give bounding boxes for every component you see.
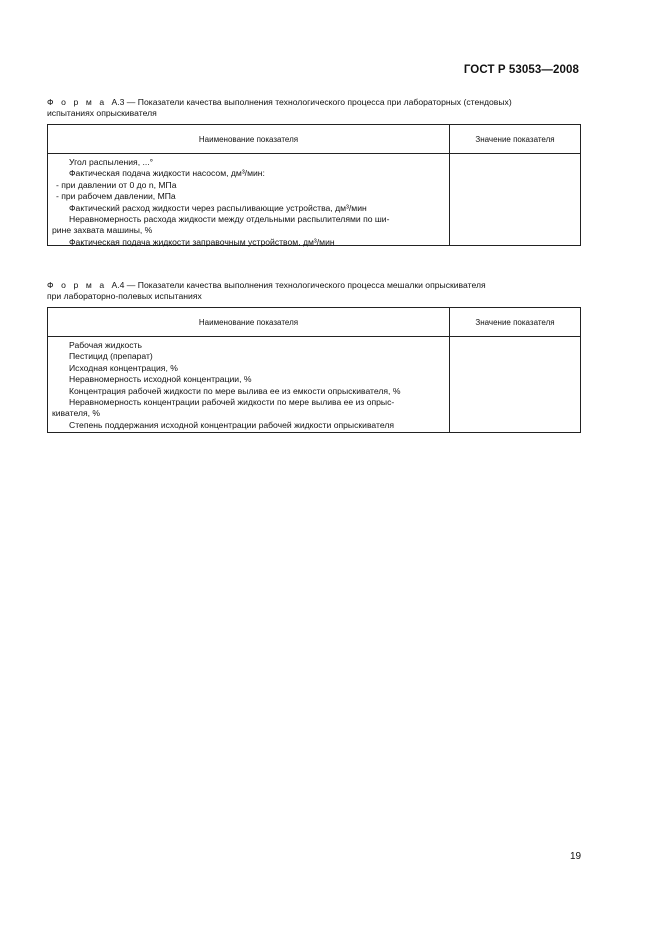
form-a4-values-cell — [450, 337, 581, 433]
form-a4-row-3: Исходная концентрация, % — [69, 362, 178, 373]
page-number: 19 — [570, 851, 582, 862]
form-a4-row-8: Степень поддержания исходной концентрации рабочей жидкости опрыскивателя — [69, 419, 395, 430]
form-a4-lead: Ф о р м а — [47, 280, 107, 290]
form-a3-caption-line2: испытаниях опрыскивателя — [47, 108, 157, 118]
form-a4-caption — [47, 280, 587, 302]
form-a3-row-6: Неравномерность расхода жидкости между отдельными распылителями по ши- — [69, 214, 390, 225]
form-a3-table — [47, 124, 581, 246]
document-code: ГОСТ Р 53053—2008 — [463, 64, 579, 76]
form-a3-names-cell — [48, 154, 450, 246]
form-a3-col-value: Значение показателя — [450, 125, 581, 154]
form-a3-row-2: Фактическая подача жидкости насосом, дм³/мин: — [69, 168, 265, 179]
form-a4-row-4: Неравномерность исходной концентрации, % — [69, 374, 252, 385]
form-a4-table — [47, 307, 581, 433]
form-a3-body-row — [48, 154, 581, 246]
form-a3-lead: Ф о р м а — [47, 97, 107, 107]
form-a4-row-6: Неравномерность концентрации рабочей жидкости по мере вылива ее из опрыс- — [69, 397, 395, 408]
form-a3-caption — [47, 97, 587, 119]
form-a3-row-3: - при давлении от 0 до n, МПа — [56, 179, 177, 190]
form-a3-row-7: рине захвата машины, % — [52, 225, 153, 236]
form-a3-row-8: Фактическая подача жидкости заправочным устройством, дм³/мин — [69, 236, 335, 247]
form-a4-header-row — [48, 308, 581, 337]
form-a4-col-name: Наименование показателя — [48, 308, 450, 337]
form-a4-caption-line1: А.4 — Показатели качества выполнения технологического процесса мешалки опрыскивателя — [111, 280, 486, 290]
form-a3-values-cell — [450, 154, 581, 246]
form-a4-row-1: Рабочая жидкость — [69, 340, 142, 350]
form-a4-names-cell — [48, 337, 450, 433]
form-a4-caption-line2: при лабораторно-полевых испытаниях — [47, 291, 202, 301]
form-a4-col-value: Значение показателя — [450, 308, 581, 337]
form-a3-row-5: Фактический расход жидкости через распыливающие устройства, дм³/мин — [69, 202, 367, 213]
form-a3-row-1: Угол распыления, ...° — [69, 157, 154, 167]
form-a3-header-row — [48, 125, 581, 154]
form-a4-body-row — [48, 337, 581, 433]
form-a4-row-2: Пестицид (препарат) — [69, 351, 153, 362]
form-a3-row-4: - при рабочем давлении, МПа — [56, 191, 176, 202]
form-a4-row-7: кивателя, % — [52, 408, 101, 419]
form-a3-col-name: Наименование показателя — [48, 125, 450, 154]
form-a3-caption-line1: А.3 — Показатели качества выполнения технологического процесса при лабораторных (стендовых) — [111, 97, 512, 107]
form-a4-row-5: Концентрация рабочей жидкости по мере вылива ее из емкости опрыскивателя, % — [69, 385, 401, 396]
